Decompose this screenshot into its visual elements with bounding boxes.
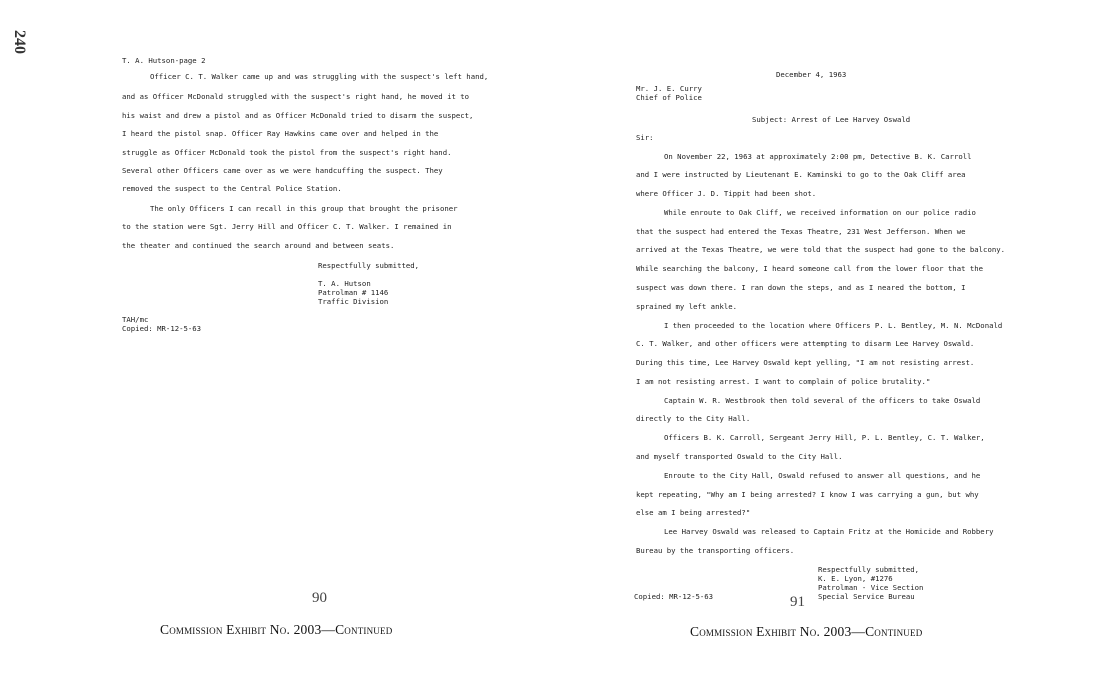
left-body-line: and as Officer McDonald struggled with the suspect's right hand, he moved it to xyxy=(122,92,470,101)
left-closing: Respectfully submitted, xyxy=(318,261,420,270)
right-body-line: Officers B. K. Carroll, Sergeant Jerry Hill, P. L. Bentley, C. T. Walker, xyxy=(664,433,985,442)
left-signature-line: Patrolman # 1146 xyxy=(318,288,389,297)
left-signature-line: T. A. Hutson xyxy=(318,279,371,288)
left-body-line: I heard the pistol snap. Officer Ray Hawkins came over and helped in the xyxy=(122,129,439,138)
right-closing: Respectfully submitted, xyxy=(818,565,920,574)
left-copied: Copied: MR-12-5-63 xyxy=(122,324,202,333)
left-caption: Commission Exhibit No. 2003—Continued xyxy=(160,622,393,637)
right-body-line: suspect was down there. I ran down the steps, and as I neared the bottom, I xyxy=(636,283,966,292)
right-body-line: and I were instructed by Lieutenant E. Kaminski to go to the Oak Cliff area xyxy=(636,170,966,179)
right-page-number: 91 xyxy=(790,594,805,610)
right-body-line: directly to the City Hall. xyxy=(636,414,751,423)
left-body-line: his waist and drew a pistol and as Officer McDonald tried to disarm the suspect, xyxy=(122,111,474,120)
right-body-line: arrived at the Texas Theatre, we were told that the suspect had gone to the balcony. xyxy=(636,245,1006,254)
right-body-line: Lee Harvey Oswald was released to Captain Fritz at the Homicide and Robbery xyxy=(664,527,994,536)
right-body-line: where Officer J. D. Tippit had been shot. xyxy=(636,189,817,198)
right-body-line: sprained my left ankle. xyxy=(636,302,738,311)
right-signature-line: K. E. Lyon, #1276 xyxy=(818,574,893,583)
right-body-line: that the suspect had entered the Texas Theatre, 231 West Jefferson. When we xyxy=(636,227,966,236)
left-body-line: to the station were Sgt. Jerry Hill and Officer C. T. Walker. I remained in xyxy=(122,222,452,231)
right-body-line: I then proceeded to the location where Officers P. L. Bentley, M. N. McDonald xyxy=(664,321,1003,330)
right-body-line: While enroute to Oak Cliff, we received information on our police radio xyxy=(664,208,976,217)
right-date: December 4, 1963 xyxy=(776,70,847,79)
left-body-line: Several other Officers came over as we were handcuffing the suspect. They xyxy=(122,166,443,175)
right-copied: Copied: MR-12-5-63 xyxy=(634,592,714,601)
side-page-number: 240 xyxy=(11,30,28,54)
right-recipient-title: Chief of Police xyxy=(636,93,702,102)
left-page-number: 90 xyxy=(312,590,327,606)
right-body-line: C. T. Walker, and other officers were attempting to disarm Lee Harvey Oswald. xyxy=(636,339,975,348)
right-body-line: else am I being arrested?" xyxy=(636,508,751,517)
right-subject: Subject: Arrest of Lee Harvey Oswald xyxy=(752,115,911,124)
left-initials: TAH/mc xyxy=(122,315,149,324)
left-body-line: struggle as Officer McDonald took the pistol from the suspect's right hand. xyxy=(122,148,452,157)
left-header: T. A. Hutson-page 2 xyxy=(122,56,206,65)
right-body-line: Bureau by the transporting officers. xyxy=(636,546,795,555)
right-salutation: Sir: xyxy=(636,133,654,142)
right-body-line: During this time, Lee Harvey Oswald kept yelling, "I am not resisting arrest. xyxy=(636,358,975,367)
left-signature-line: Traffic Division xyxy=(318,297,389,306)
right-body-line: Enroute to the City Hall, Oswald refused to answer all questions, and he xyxy=(664,471,981,480)
left-body-line: The only Officers I can recall in this group that brought the prisoner xyxy=(150,204,458,213)
right-caption: Commission Exhibit No. 2003—Continued xyxy=(690,624,923,639)
right-signature-line: Special Service Bureau xyxy=(818,592,915,601)
left-body-line: removed the suspect to the Central Police Station. xyxy=(122,184,342,193)
right-body-line: and myself transported Oswald to the City Hall. xyxy=(636,452,843,461)
right-body-line: On November 22, 1963 at approximately 2:00 pm, Detective B. K. Carroll xyxy=(664,152,972,161)
right-body-line: kept repeating, "Why am I being arrested? I know I was carrying a gun, but why xyxy=(636,490,979,499)
left-body-line: the theater and continued the search around and between seats. xyxy=(122,241,395,250)
right-body-line: I am not resisting arrest. I want to complain of police brutality." xyxy=(636,377,931,386)
right-body-line: While searching the balcony, I heard someone call from the lower floor that the xyxy=(636,264,984,273)
right-signature-line: Patrolman - Vice Section xyxy=(818,583,924,592)
left-body-line: Officer C. T. Walker came up and was struggling with the suspect's left hand, xyxy=(150,72,489,81)
right-body-line: Captain W. R. Westbrook then told several of the officers to take Oswald xyxy=(664,396,981,405)
right-recipient-name: Mr. J. E. Curry xyxy=(636,84,702,93)
